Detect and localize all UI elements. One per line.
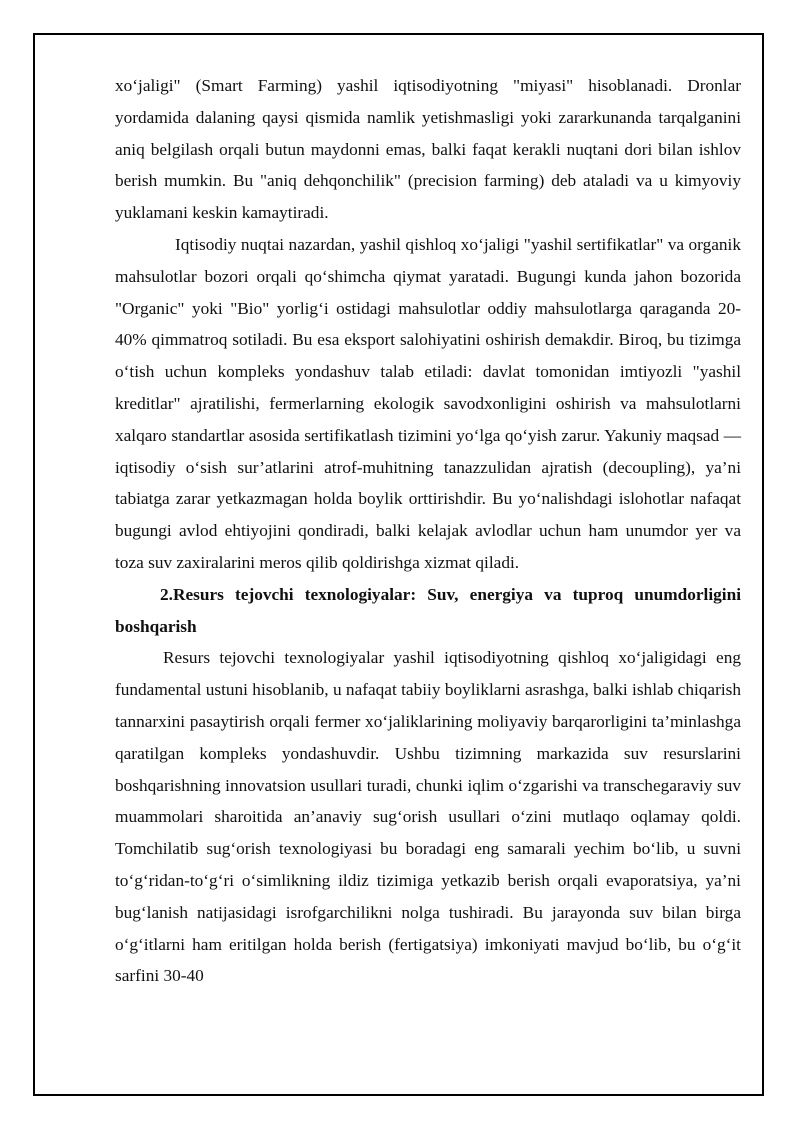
document-body: [115, 70, 741, 992]
section-heading: 2.Resurs tejovchi texnologiyalar: Suv, energiya va tuproq unumdorligini boshqarish: [115, 584, 741, 636]
paragraph-economic-view: Iqtisodiy nuqtai nazardan, yashil qishloq xo‘jaligi "yashil sertifikatlar" va organik mahsulotlar bozori orqali qo‘shimcha qiymat yaratadi. Bugungi kunda jahon bozorida "Organic" yoki "Bio" yorlig‘i ostidagi mahsulotlar oddiy mahsulotlarga qaraganda 20-40% qimmatroq sotiladi. Bu esa eksport salohiyatini oshirish demakdir. Biroq, bu tizimga o‘tish uchun kompleks yondashuv talab etiladi: davlat tomonidan imtiyozli "yashil kreditlar" ajratilishi, fermerlarning ekologik savodxonligini oshirish va mahsulotlarni xalqaro standartlar asosida sertifikatlash tizimini yo‘lga qo‘yish zarur. Yakuniy maqsad — iqtisodiy o‘sish sur’atlarini atrof-muhitning tanazzulidan ajratish (decoupling), ya’ni tabiatga zarar yetkazmagan holda boylik orttirishdir. Bu yo‘nalishdagi islohotlar nafaqat bugungi avlod ehtiyojini qondiradi, balki kelajak avlodlar uchun ham unumdor yer va toza suv zaxiralarini meros qilib qoldirishga xizmat qiladi.: [115, 234, 741, 572]
paragraph-resource-saving: Resurs tejovchi texnologiyalar yashil iqtisodiyotning qishloq xo‘jaligidagi eng fundamental ustuni hisoblanib, u nafaqat tabiiy boyliklarni asrashga, balki ishlab chiqarish tannarxini pasaytirish orqali fermer xo‘jaliklarining moliyaviy barqarorligini ta’minlashga qaratilgan kompleks yondashuvdir. Ushbu tizimning markazida suv resurslarini boshqarishning innovatsion usullari turadi, chunki iqlim o‘zgarishi va transchegaraviy suv muammolari sharoitida an’anaviy sug‘orish usullari o‘zini mutlaqo oqlamay qoldi. Tomchilatib sug‘orish texnologiyasi bu boradagi eng samarali yechim bo‘lib, u suvni to‘g‘ridan-to‘g‘ri o‘simlikning ildiz tizimiga yetkazib berish orqali evaporatsiya, ya’ni bug‘lanish natijasidagi isrofgarchilikni nolga tushiradi. Bu jarayonda suv bilan birga o‘g‘itlarni ham eritilgan holda berish (fertigatsiya) imkoniyati mavjud bo‘lib, bu o‘g‘it sarfini 30-40: [115, 648, 741, 986]
paragraph-smart-farming: xo‘jaligi" (Smart Farming) yashil iqtisodiyotning "miyasi" hisoblanadi. Dronlar yordamida dalaning qaysi qismida namlik yetishmasligi yoki zararkunanda tarqalganini aniq belgilash orqali butun maydonni emas, balki faqat kerakli nuqtani dori bilan ishlov berish mumkin. Bu "aniq dehqonchilik" (precision farming) deb ataladi va u kimyoviy yuklamani keskin kamaytiradi.: [115, 76, 741, 223]
